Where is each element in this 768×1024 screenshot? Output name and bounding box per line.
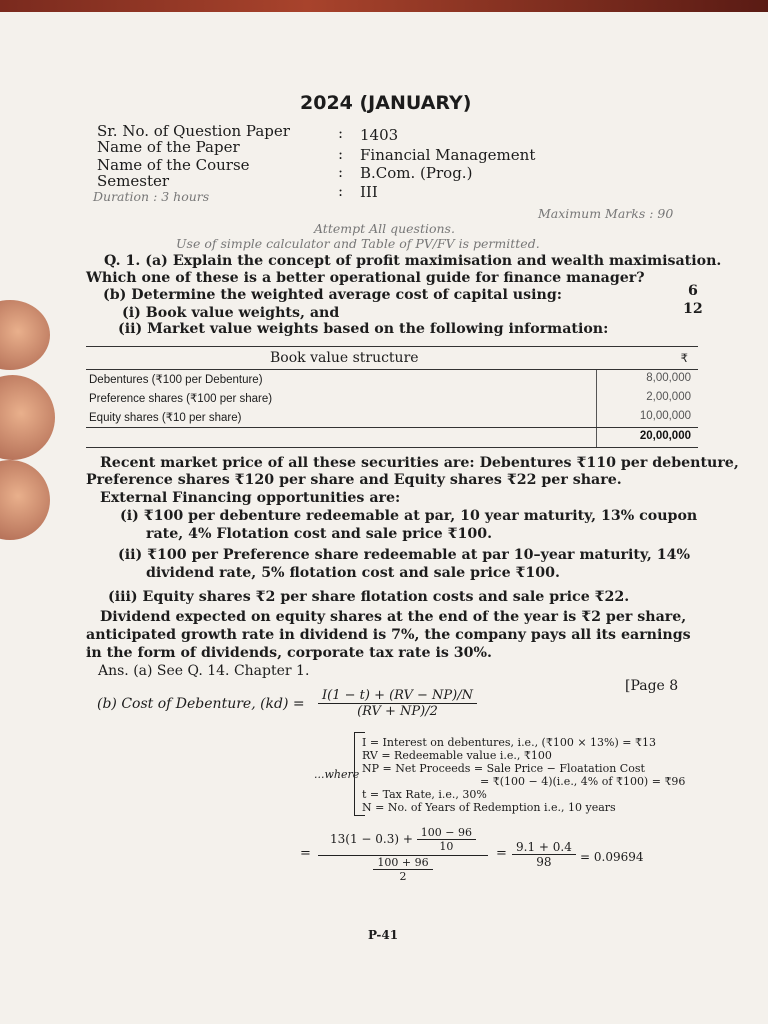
q1a-line2: Which one of these is a better operational guide for finance manager? — [86, 270, 645, 286]
meta-sep: : — [338, 124, 344, 142]
duration: Duration : 3 hours — [93, 189, 210, 204]
dividend-3: in the form of dividends, corporate tax rate is 30%. — [86, 645, 492, 661]
table-row — [86, 408, 698, 427]
meta-label-course: Name of the Course — [97, 156, 250, 174]
table-row — [86, 389, 698, 408]
page-number: P-41 — [368, 928, 399, 942]
where-label: ...where — [314, 768, 360, 781]
calc-den-den: 2 — [399, 870, 407, 883]
meta-value-course: B.Com. (Prog.) — [360, 164, 473, 182]
q1a-marks: 6 — [688, 283, 698, 299]
calc-result: = 0.09694 — [580, 850, 644, 864]
table-row — [86, 370, 698, 389]
def-years: N = No. of Years of Redemption i.e., 10 years — [362, 801, 616, 814]
row-label: Equity shares (₹10 per share) — [89, 412, 242, 424]
def-tax-rate: t = Tax Rate, i.e., 30% — [362, 788, 487, 801]
para-external: External Financing opportunities are: — [100, 490, 401, 506]
financing-2a: (ii) ₹100 per Preference share redeemable at par 10–year maturity, 14% — [118, 547, 690, 563]
financing-2b: dividend rate, 5% flotation cost and sale price ₹100. — [146, 565, 560, 581]
para-market-price-1: Recent market price of all these securities are: Debentures ₹110 per debenture, — [100, 455, 739, 471]
row-value: 8,00,000 — [646, 372, 691, 384]
def-net-proceeds-calc: = ₹(100 − 4)(i.e., 4% of ₹100) = ₹96 — [480, 775, 686, 788]
meta-sep: : — [338, 163, 344, 181]
meta-label-paper: Name of the Paper — [97, 138, 240, 156]
meta-value-sr-no: 1403 — [360, 126, 399, 144]
calc2-denominator: 98 — [536, 855, 552, 869]
calc-inner-num: 100 − 96 — [417, 826, 476, 840]
currency-symbol: ₹ — [680, 353, 688, 365]
q1b-i: (i) Book value weights, and — [122, 305, 340, 321]
meta-value-paper: Financial Management — [360, 146, 536, 164]
calc2-numerator: 9.1 + 0.4 — [512, 840, 576, 855]
page-reference: [Page 8 — [625, 678, 679, 694]
q1b-line1: (b) Determine the weighted average cost of capital using: — [103, 287, 562, 303]
meta-label-sr-no: Sr. No. of Question Paper — [97, 122, 290, 140]
calc-step2 — [512, 840, 576, 869]
row-label: Preference shares (₹100 per share) — [89, 393, 273, 405]
formula — [318, 688, 477, 719]
financing-1b: rate, 4% Flotation cost and sale price ₹100. — [146, 526, 493, 542]
dividend-2: anticipated growth rate in dividend is 7%, the company pays all its earnings — [86, 627, 691, 643]
q1b-ii: (ii) Market value weights based on the following information: — [118, 321, 609, 337]
page-title: 2024 (JANUARY) — [300, 92, 472, 114]
meta-sep: : — [338, 145, 344, 163]
calc-inner-den: 10 — [439, 840, 454, 853]
table-total-row — [86, 427, 698, 448]
calc-equals: = — [300, 846, 311, 861]
formula-denominator: (RV + NP)/2 — [357, 704, 438, 719]
formula-numerator: I(1 − t) + (RV − NP)/N — [318, 688, 477, 704]
table-header — [86, 347, 698, 370]
financing-3: (iii) Equity shares ₹2 per share flotation costs and sale price ₹22. — [108, 589, 630, 605]
total-value: 20,00,000 — [639, 430, 691, 442]
answer-a: Ans. (a) See Q. 14. Chapter 1. — [98, 663, 310, 679]
dividend-1: Dividend expected on equity shares at the end of the year is ₹2 per share, — [100, 609, 687, 625]
max-marks: Maximum Marks : 90 — [538, 206, 674, 221]
calc-numerator-a: 13(1 − 0.3) + — [330, 832, 413, 846]
def-net-proceeds: NP = Net Proceeds = Sale Price − Floatation Cost — [362, 762, 645, 775]
meta-value-semester: III — [360, 183, 378, 201]
calculation — [318, 826, 488, 883]
row-label: Debentures (₹100 per Debenture) — [89, 374, 263, 386]
q1a-line1: Q. 1. (a) Explain the concept of profit maximisation and wealth maximisation. — [104, 253, 722, 269]
para-market-price-2: Preference shares ₹120 per share and Equity shares ₹22 per share. — [86, 472, 622, 488]
def-redeemable: RV = Redeemable value i.e., ₹100 — [362, 749, 552, 762]
calc-equals-2: = — [496, 846, 507, 861]
attempt-instruction: Attempt All questions. — [314, 221, 455, 236]
meta-sep: : — [338, 182, 344, 200]
row-value: 10,00,000 — [639, 410, 691, 422]
financing-1a: (i) ₹100 per debenture redeemable at par, 10 year maturity, 13% coupon — [120, 508, 698, 524]
row-value: 2,00,000 — [646, 391, 691, 403]
def-interest: I = Interest on debentures, i.e., (₹100 × 13%) = ₹13 — [362, 736, 657, 749]
q1b-marks: 12 — [683, 301, 703, 317]
meta-label-semester: Semester — [97, 172, 170, 190]
book-value-table — [86, 346, 698, 448]
table-header-label: Book value structure — [270, 350, 419, 366]
calculator-instruction: Use of simple calculator and Table of PV/FV is permitted. — [176, 236, 540, 251]
calc-den-num: 100 + 96 — [373, 856, 432, 870]
cost-of-debenture-label: (b) Cost of Debenture, (kd) = — [97, 696, 305, 712]
